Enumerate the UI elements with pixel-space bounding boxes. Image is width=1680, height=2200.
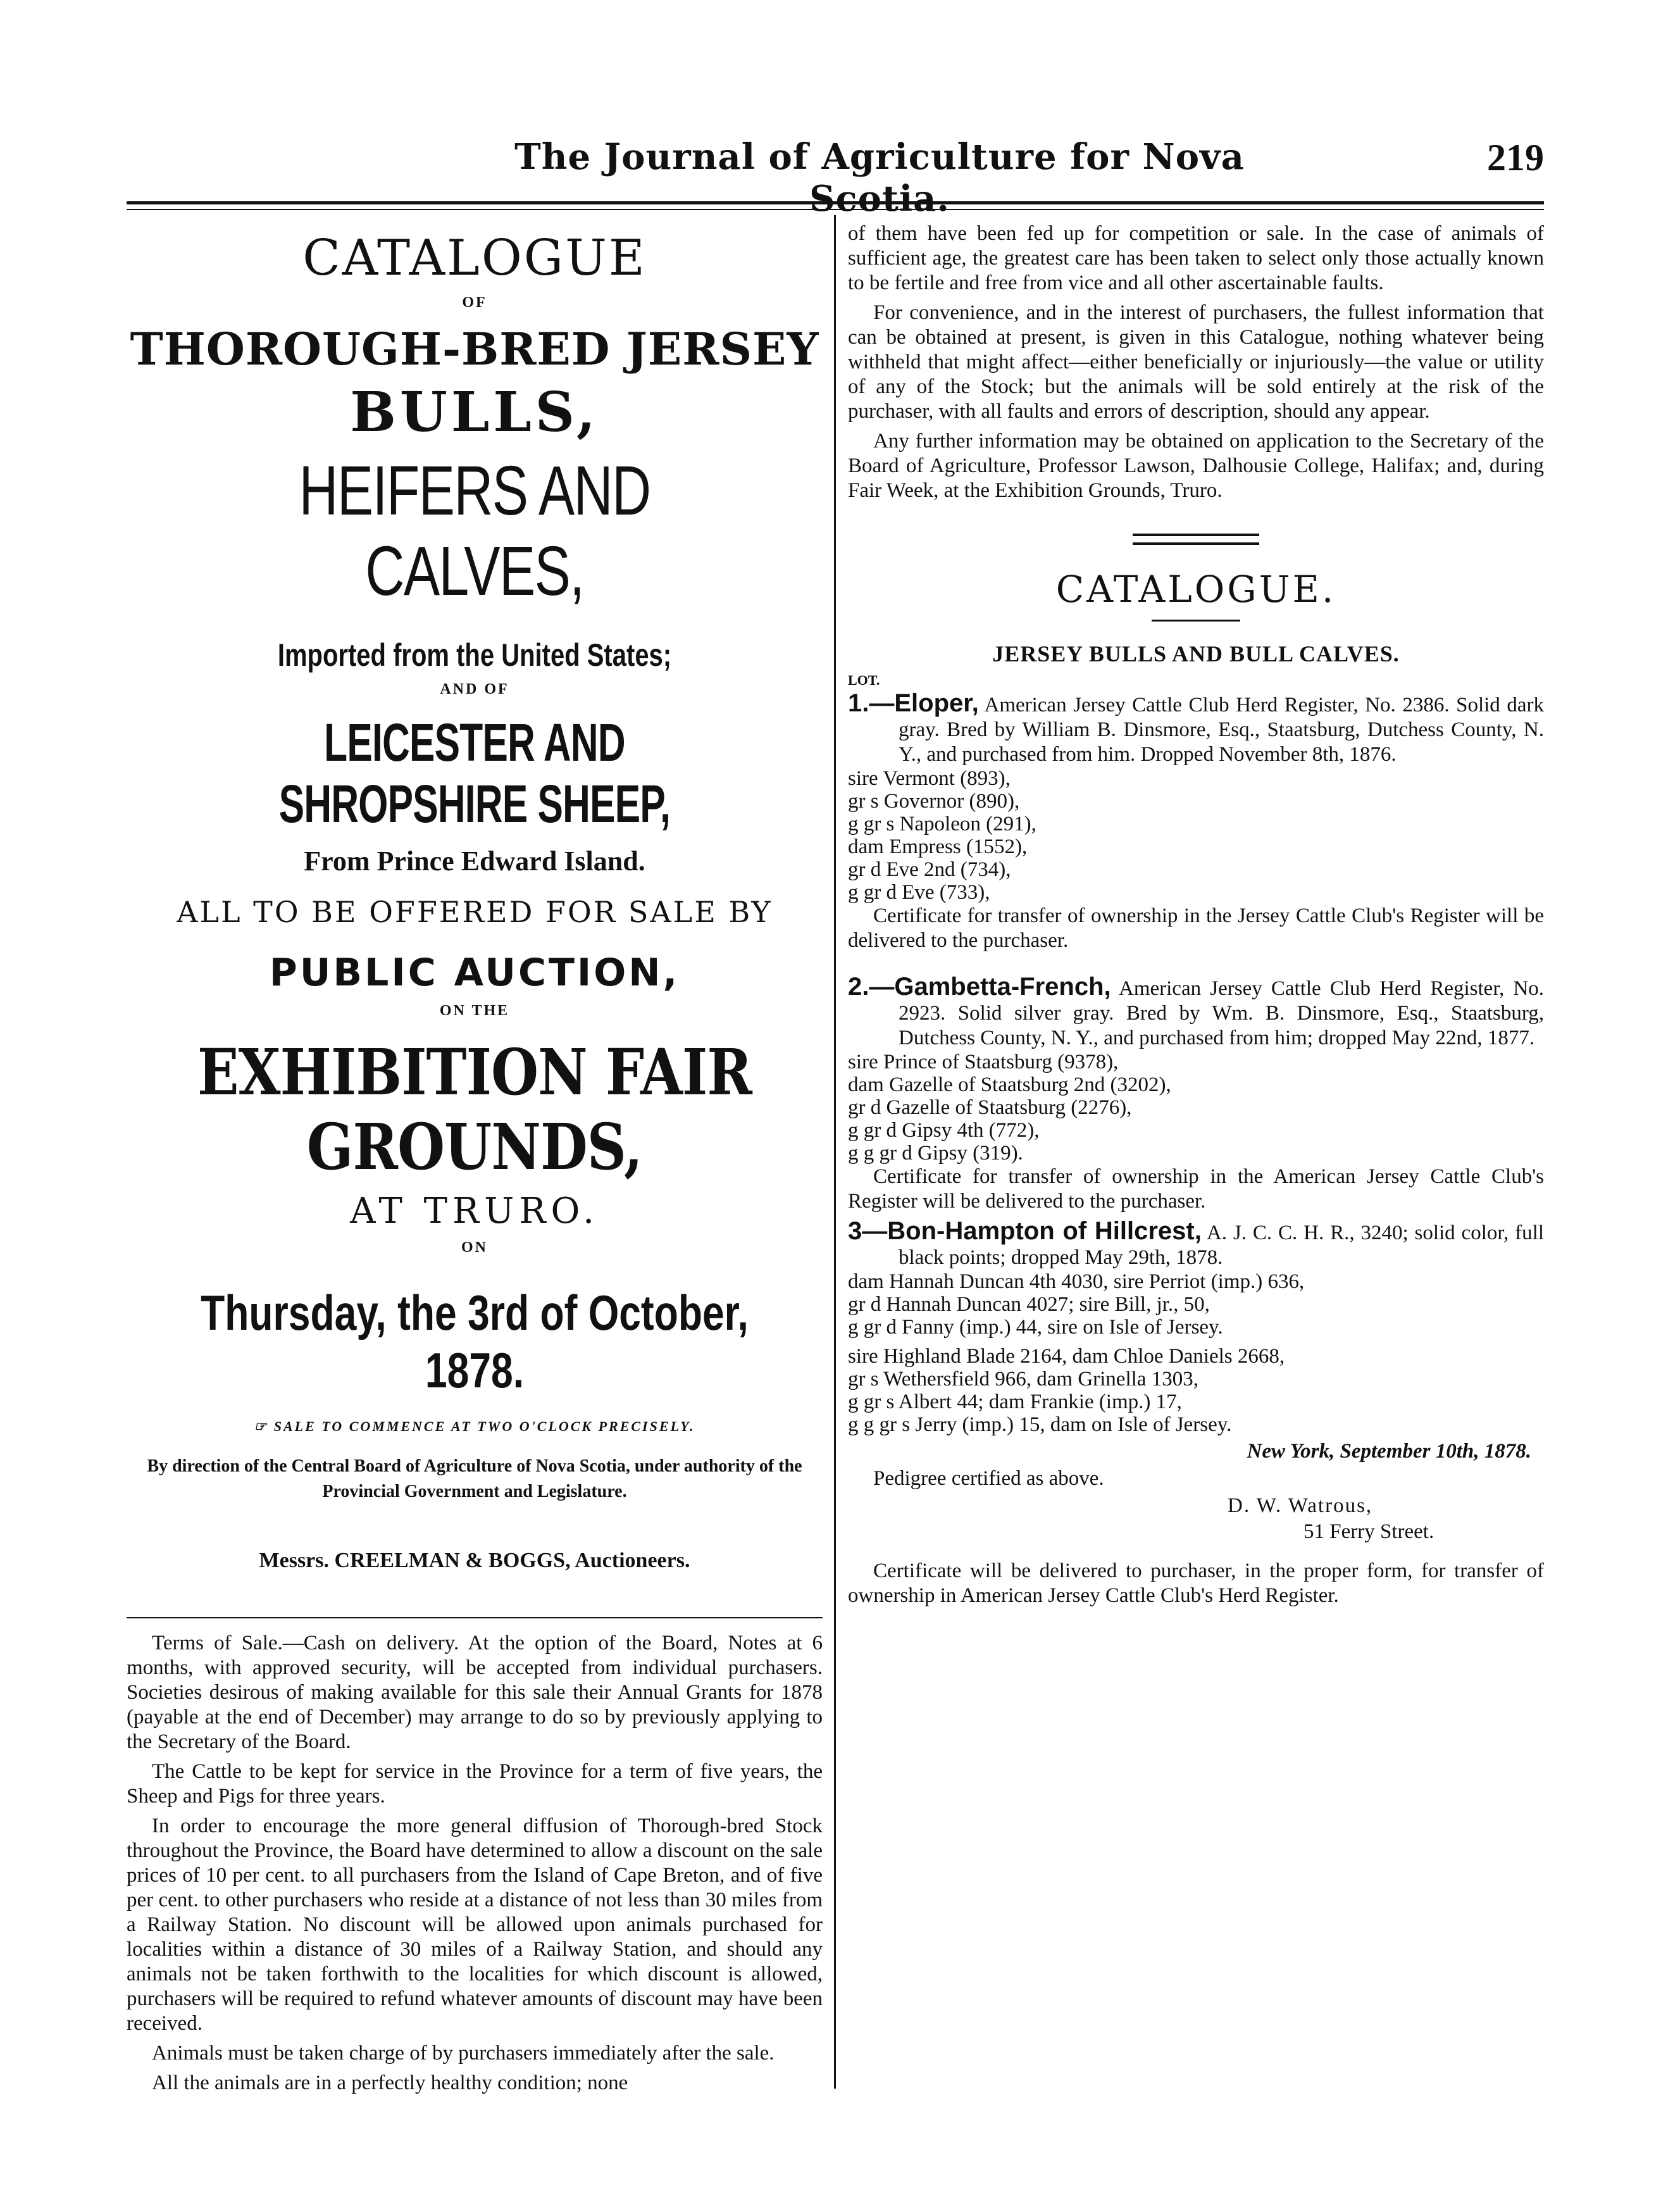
paragraph: Any further information may be obtained on application to the Secretary of the Board of Agriculture, Professor Lawson, Dalhousie College, Halifax; and, during Fair Week, at the Exhibition Grounds, Truro. (848, 430, 1544, 502)
advert-of: OF (462, 294, 487, 311)
section-rule (1133, 534, 1259, 545)
advert-commence: ☞ SALE TO COMMENCE AT TWO O'CLOCK PRECISELY. (254, 1418, 695, 1434)
pedigree-line: g gr d Gipsy 4th (772), (848, 1119, 1040, 1142)
lot-3-certificate: Certificate will be delivered to purchaser, in the proper form, for transfer of ownership in American Jersey Cattle Club's Herd Register. (848, 1559, 1544, 1607)
paragraph: For convenience, and in the interest of purchasers, the fullest information that can be obtained at present, is given in this Catalogue, nothing whatever being withheld that might affect—either beneficially or injuriously—the value or utility of any of the Stock; but the animals will be sold entirely at the risk of the purchaser, with all faults and errors of description, should any appear. (848, 301, 1544, 423)
lot-3-desc: A. J. C. C. H. R., 3240; solid color, full black points; dropped May 29th, 1878. (899, 1222, 1544, 1269)
pedigree-line: gr d Hannah Duncan 4027; sire Bill, jr., 50, (848, 1293, 1210, 1316)
pedigree-line: sire Prince of Staatsburg (9378), (848, 1051, 1119, 1073)
pedigree-line: gr s Wethersfield 966, dam Grinella 1303, (848, 1368, 1198, 1391)
lot-3-name: 3—Bon-Hampton of Hillcrest, (848, 1217, 1202, 1245)
pedigree-line: dam Hannah Duncan 4th 4030, sire Perriot (imp.) 636, (848, 1270, 1305, 1293)
left-column (127, 218, 823, 2101)
advert-auction: PUBLIC AUCTION, (269, 951, 680, 995)
lot-2-heading (848, 975, 1544, 1051)
journal-title: The Journal of Agriculture for Nova Scotia. (514, 136, 1245, 220)
lot-1-name: 1.—Eloper, (848, 689, 979, 717)
pedigree-line: g gr d Eve (733), (848, 881, 990, 904)
signer-address: 51 Ferry Street. (1304, 1520, 1434, 1543)
paragraph: Terms of Sale.—Cash on delivery. At the option of the Board, Notes at 6 months, with approved security, will be accepted from individual purchasers. Societies desirous of making available for this sale their Annual Grants for 1878 (payable at the end of December) may arrange to do so by previously applying to the Secretary of the Board. (127, 1632, 823, 1753)
pedigree-line: g gr s Napoleon (291), (848, 813, 1036, 835)
pedigree-line: gr d Eve 2nd (734), (848, 858, 1011, 881)
advert-date: Thursday, the 3rd of October, 1878. (201, 1285, 749, 1398)
advert-auctioneers: Messrs. CREELMAN & BOGGS, Auctioneers. (259, 1549, 690, 1572)
lot-1-desc: American Jersey Cattle Club Herd Register, No. 2386. Solid dark gray. Bred by William B. Dinsmore, Esq., Staatsburg, Dutchess County, N. Y., and purchased from him. Dropped November 8th, 1876. (899, 694, 1544, 766)
lot-1-heading (848, 691, 1544, 767)
paragraph: of them have been fed up for competition or sale. In the case of animals of sufficient age, the greatest care has been taken to select only those actually known to be fertile and free from vice and all other ascertainable faults. (848, 222, 1544, 294)
advert-thoroughbred: THOROUGH-BRED JERSEY (130, 323, 819, 375)
advert-catalogue-heading: CATALOGUE (302, 230, 647, 287)
advert-grounds: EXHIBITION FAIR GROUNDS, (197, 1035, 752, 1184)
title-rule (1152, 620, 1240, 622)
right-column (848, 222, 1544, 1613)
pedigree-line: sire Vermont (893), (848, 767, 1011, 790)
lot-2-certificate: Certificate for transfer of ownership in the American Jersey Cattle Club's Register will be delivered to the purchaser. (848, 1165, 1544, 1213)
advert-truro: AT TRURO. (350, 1191, 599, 1232)
paragraph: In order to encourage the more general diffusion of Thorough-bred Stock throughout the Province, the Board have determined to allow a discount on the sale prices of 10 per cent. to all purchasers from the Island of Cape Breton, and of five per cent. to other purchasers who reside at a distance of not less than 30 miles from a Railway Station. No discount will be allowed upon animals purchased for localities within a distance of 30 miles of a Railway Station, and should any animals not be taken forthwith to the localities for which discount is allowed, purchasers will be required to refund whatever amounts of discount may have been received. (127, 1815, 823, 2035)
page-number: 219 (1487, 137, 1544, 178)
catalogue-title: CATALOGUE. (1055, 568, 1336, 611)
advert-imported: Imported from the United States; (277, 637, 672, 673)
advert-bulls: BULLS, (350, 380, 599, 444)
advert-direction: By direction of the Central Board of Agriculture of Nova Scotia, under authority of the Provincial Government and Legislature. (147, 1456, 802, 1501)
pedigree-line: g gr s Albert 44; dam Frankie (imp.) 17, (848, 1391, 1182, 1413)
advert-and-of: AND OF (440, 681, 509, 697)
advert-on-the: ON THE (439, 1003, 510, 1019)
pedigree-line: g gr d Fanny (imp.) 44, sire on Isle of Jersey. (848, 1316, 1223, 1339)
pedigree-line: gr s Governor (890), (848, 790, 1020, 813)
advert-on: ON (461, 1239, 488, 1256)
advert-sheep: LEICESTER AND SHROPSHIRE SHEEP, (278, 713, 671, 834)
pedigree-note: Pedigree certified as above. (873, 1467, 1104, 1490)
pedigree-line: g g gr d Gipsy (319). (848, 1142, 1023, 1165)
column-divider (834, 215, 836, 2089)
paragraph: All the animals are in a perfectly healthy condition; none (152, 2072, 628, 2094)
pedigree-line: dam Gazelle of Staatsburg 2nd (3202), (848, 1073, 1171, 1096)
lot-label: LOT. (848, 672, 880, 688)
header-rule-thin (127, 209, 1544, 210)
advert-heifers: HEIFERS AND CALVES, (299, 452, 650, 610)
running-header (127, 136, 1544, 220)
lot-1-certificate: Certificate for transfer of ownership in the Jersey Cattle Club's Register will be delivered to the purchaser. (848, 904, 1544, 952)
catalogue-subtitle: JERSEY BULLS AND BULL CALVES. (992, 641, 1400, 666)
pedigree-line: sire Highland Blade 2164, dam Chloe Daniels 2668, (848, 1345, 1285, 1368)
paragraph: Animals must be taken charge of by purchasers immediately after the sale. (152, 2042, 775, 2065)
advert-pei: From Prince Edward Island. (304, 846, 645, 877)
pedigree-line: gr d Gazelle of Staatsburg (2276), (848, 1096, 1132, 1119)
terms-section (127, 1631, 823, 2096)
header-rule (127, 201, 1544, 204)
lot-2-desc: American Jersey Cattle Club Herd Register, No. 2923. Solid silver gray. Bred by Wm. B. Dinsmore, Esq., Staatsburg, Dutchess County, N. Y., and purchased from him; dropped May 22nd, 1877. (899, 977, 1544, 1049)
pedigree-line: g g gr s Jerry (imp.) 15, dam on Isle of Jersey. (848, 1413, 1232, 1436)
advert-offered: ALL TO BE OFFERED FOR SALE BY (177, 895, 773, 929)
paragraph: The Cattle to be kept for service in the Province for a term of five years, the Sheep and Pigs for three years. (127, 1760, 823, 1808)
lot-2-name: 2.—Gambetta-French, (848, 973, 1111, 1001)
signature-date: New York, September 10th, 1878. (1247, 1440, 1531, 1463)
signer-name: D. W. Watrous, (1228, 1494, 1373, 1517)
advert-rule (127, 1617, 823, 1618)
lot-3-heading (848, 1219, 1544, 1270)
pedigree-line: dam Empress (1552), (848, 835, 1028, 858)
